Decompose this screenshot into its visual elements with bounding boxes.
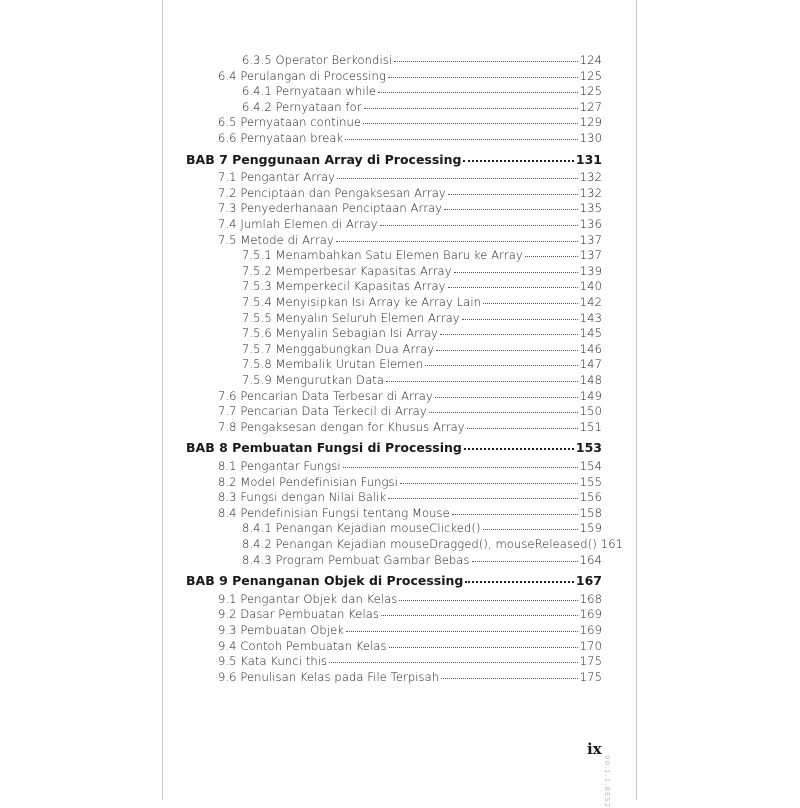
toc-entry-page: 125	[579, 84, 602, 99]
toc-entry-page: 124	[579, 53, 602, 67]
dot-leader	[454, 272, 578, 273]
dot-leader	[465, 581, 574, 583]
toc-entry-page: 137	[579, 232, 602, 247]
toc-entry-title: 9.3 Pembuatan Objek	[218, 623, 345, 637]
toc-entry-title: 7.7 Pencarian Data Terkecil di Array	[218, 404, 427, 419]
toc-entry-title: BAB 8 Pembuatan Fungsi di Processing	[186, 440, 462, 456]
dot-leader	[378, 92, 578, 93]
toc-entry[interactable]	[218, 591, 602, 607]
toc-entry-title: 7.5.9 Mengurutkan Data	[242, 373, 385, 387]
dot-leader	[363, 123, 578, 124]
toc-entry-title: 7.8 Pengaksesan dengan for Khusus Array	[218, 419, 465, 434]
dot-leader	[467, 428, 578, 429]
dot-leader	[463, 160, 573, 162]
toc-entry-title: 8.3 Fungsi dengan Nilai Balik	[218, 490, 387, 505]
toc-entry[interactable]	[242, 99, 602, 115]
toc-entry-title: 8.4.3 Program Pembuat Gambar Bebas	[242, 552, 470, 567]
dot-leader	[380, 225, 578, 226]
dot-leader	[525, 256, 578, 257]
dot-leader	[425, 365, 578, 366]
toc-entry[interactable]	[242, 294, 602, 310]
toc-entry-title: 6.6 Pernyataan break	[218, 131, 344, 145]
toc-entry-page: 158	[579, 505, 602, 520]
toc-entry-title: 7.5 Metode di Array	[218, 232, 334, 247]
dot-leader	[448, 194, 578, 195]
toc-entry-page: 155	[579, 474, 602, 489]
toc-entry[interactable]	[242, 247, 602, 263]
dot-leader	[337, 178, 578, 179]
toc-entry[interactable]	[218, 403, 602, 419]
toc-entry-page: 164	[579, 552, 602, 567]
toc-entry-title: 7.4 Jumlah Elemen di Array	[218, 217, 378, 231]
toc-entry[interactable]	[242, 356, 602, 372]
page-edge-left	[162, 0, 163, 800]
toc-entry-page: 142	[579, 295, 602, 309]
toc-entry-title: 6.4.1 Pernyataan while	[242, 84, 377, 99]
margin-code: 00.1.1.8ES2	[603, 755, 611, 808]
toc-entry[interactable]	[218, 200, 602, 216]
dot-leader	[444, 209, 578, 210]
toc-entry-page: 132	[579, 170, 602, 185]
toc-entry-page: 147	[579, 357, 602, 372]
toc-entry-title: 6.4.2 Pernyataan for	[242, 99, 362, 114]
toc-entry-page: 150	[579, 404, 602, 419]
toc-entry-title: 7.5.7 Menggabungkan Dua Array	[242, 341, 435, 356]
toc-entry[interactable]	[218, 669, 602, 685]
toc-entry[interactable]	[218, 216, 602, 232]
toc-entry-page: 146	[579, 341, 602, 356]
toc-entry-page: 156	[579, 490, 602, 505]
dot-leader	[394, 61, 578, 62]
toc-entry-title: 6.5 Pernyataan continue	[218, 115, 362, 130]
toc-entry-page: 159	[579, 521, 602, 536]
toc-entry-title: 7.5.3 Memperkecil Kapasitas Array	[242, 279, 446, 294]
toc-entry[interactable]	[242, 52, 602, 68]
toc-entry[interactable]	[218, 130, 602, 146]
toc-entry-page: 130	[579, 131, 602, 145]
dot-leader	[336, 241, 578, 242]
toc-entry[interactable]	[242, 520, 602, 536]
toc-entry-page: 129	[579, 115, 602, 130]
dot-leader	[429, 412, 578, 413]
toc-entry-page: 143	[579, 310, 602, 325]
toc-entry[interactable]	[242, 341, 602, 357]
toc-entry-title: 7.5.6 Menyalin Sebagian Isi Array	[242, 326, 438, 341]
toc-entry[interactable]	[242, 552, 602, 568]
toc-entry-title: 6.3.5 Operator Berkondisi	[242, 53, 393, 67]
toc-chapter-entry[interactable]	[186, 152, 602, 168]
dot-leader	[329, 662, 578, 663]
dot-leader	[435, 397, 578, 398]
dot-leader	[389, 647, 578, 648]
toc-entry-title: 7.5.4 Menyisipkan Isi Array ke Array Lain	[242, 295, 482, 309]
toc-entry[interactable]	[218, 388, 602, 404]
toc-entry-title: 8.1 Pengantar Fungsi	[218, 459, 341, 473]
toc-entry-page: 149	[579, 388, 602, 403]
dot-leader	[483, 529, 578, 530]
toc-entry-page: 132	[579, 185, 602, 200]
toc-entry[interactable]	[218, 622, 602, 638]
dot-leader	[343, 467, 578, 468]
toc-entry-title: 8.4.1 Penangan Kejadian mouseClicked()	[242, 521, 481, 536]
toc-entry-page: 136	[579, 217, 602, 231]
toc-entry-title: BAB 9 Penanganan Objek di Processing	[186, 573, 464, 589]
toc-entry-title: 9.1 Pengantar Objek dan Kelas	[218, 591, 398, 606]
toc-entry-title: 7.5.1 Menambahkan Satu Elemen Baru ke Array	[242, 248, 523, 263]
dot-leader	[448, 287, 578, 288]
toc-chapter-entry[interactable]	[186, 573, 602, 589]
dot-leader	[386, 381, 578, 382]
dot-leader	[400, 483, 578, 484]
toc-entry[interactable]	[218, 68, 602, 84]
toc-entry-title: 7.5.2 Memperbesar Kapasitas Array	[242, 263, 452, 278]
page-edge-right	[636, 0, 637, 800]
dot-leader	[364, 108, 578, 109]
toc-entry-page: 127	[579, 99, 602, 114]
toc-entry-page: 125	[579, 68, 602, 83]
dot-leader	[440, 334, 578, 335]
toc-entry[interactable]	[242, 278, 602, 294]
toc-chapter-entry[interactable]	[186, 440, 602, 456]
toc-entry-page: 169	[579, 623, 602, 637]
toc-entry[interactable]	[218, 653, 602, 669]
toc-entry-title: 9.6 Penulisan Kelas pada File Terpisah	[218, 669, 440, 684]
toc-entry[interactable]	[218, 505, 602, 521]
toc-entry-title: 8.4.2 Penangan Kejadian mouseDragged(), mouseReleased()	[242, 537, 597, 551]
toc-entry-page: 137	[579, 248, 602, 263]
toc-entry[interactable]	[218, 489, 602, 505]
toc-entry-title: 7.3 Penyederhanaan Penciptaan Array	[218, 201, 443, 216]
dot-leader	[346, 631, 578, 632]
toc-entry-title: 7.6 Pencarian Data Terbesar di Array	[218, 388, 433, 403]
toc-entry-page: 161	[600, 537, 624, 551]
toc-entry-title: 8.4 Pendefinisian Fungsi tentang Mouse	[218, 505, 450, 520]
toc-entry-page: 148	[579, 373, 602, 387]
toc-entry[interactable]	[242, 83, 602, 99]
dot-leader	[381, 615, 578, 616]
toc-entry[interactable]	[218, 114, 602, 130]
toc-entry-page: 170	[579, 638, 602, 653]
toc-entry-page: 145	[579, 326, 602, 341]
dot-leader	[483, 303, 578, 304]
toc-entry[interactable]	[218, 419, 602, 435]
dot-leader	[441, 678, 578, 679]
dot-leader	[472, 561, 578, 562]
toc-entry[interactable]	[218, 232, 602, 248]
toc-entry-title: 7.5.5 Menyalin Seluruh Elemen Array	[242, 310, 460, 325]
toc-entry-title: BAB 7 Penggunaan Array di Processing	[186, 151, 462, 167]
toc-entry-title: 9.4 Contoh Pembuatan Kelas	[218, 638, 387, 653]
dot-leader	[436, 350, 578, 351]
dot-leader	[399, 600, 577, 601]
toc-entry-title: 7.2 Penciptaan dan Pengaksesan Array	[218, 185, 446, 200]
toc-entry-page: 151	[579, 419, 602, 434]
page-number: ix	[587, 740, 602, 758]
dot-leader	[452, 514, 578, 515]
toc-entry-title: 7.1 Pengantar Array	[218, 170, 336, 185]
toc-entry-page: 154	[579, 459, 602, 473]
dot-leader	[388, 77, 578, 78]
dot-leader	[464, 448, 574, 450]
toc-entry-page: 131	[575, 151, 602, 167]
toc-entry-page: 135	[579, 201, 602, 216]
toc-entry-title: 6.4 Perulangan di Processing	[218, 68, 386, 83]
toc-entry[interactable]	[242, 536, 624, 552]
toc-entry[interactable]	[242, 263, 602, 279]
toc-entry-page: 139	[579, 263, 602, 278]
toc-entry-page: 168	[579, 591, 602, 606]
toc-entry-page: 140	[579, 279, 602, 294]
toc-entry[interactable]	[218, 606, 602, 622]
toc-entry[interactable]	[218, 169, 602, 185]
toc-entry-page: 167	[575, 573, 602, 589]
toc-entry-page: 175	[579, 669, 602, 684]
dot-leader	[345, 139, 577, 140]
toc-entry[interactable]	[242, 325, 602, 341]
toc-entry[interactable]	[218, 458, 602, 474]
toc-entry[interactable]	[242, 372, 602, 388]
dot-leader	[388, 498, 578, 499]
dot-leader	[462, 319, 578, 320]
toc-entry-title: 7.5.8 Membalik Urutan Elemen	[242, 357, 424, 372]
toc-entry-title: 8.2 Model Pendefinisian Fungsi	[218, 474, 398, 489]
toc-entry[interactable]	[242, 310, 602, 326]
toc-entry-page: 175	[579, 654, 602, 669]
toc-entry-title: 9.2 Dasar Pembuatan Kelas	[218, 607, 379, 622]
toc-entry-title: 9.5 Kata Kunci this	[218, 654, 328, 669]
toc-entry-page: 153	[575, 440, 602, 456]
toc-entry[interactable]	[218, 638, 602, 654]
toc-entry[interactable]	[218, 474, 602, 490]
toc-entry-page: 169	[579, 607, 602, 622]
toc-entry[interactable]	[218, 185, 602, 201]
